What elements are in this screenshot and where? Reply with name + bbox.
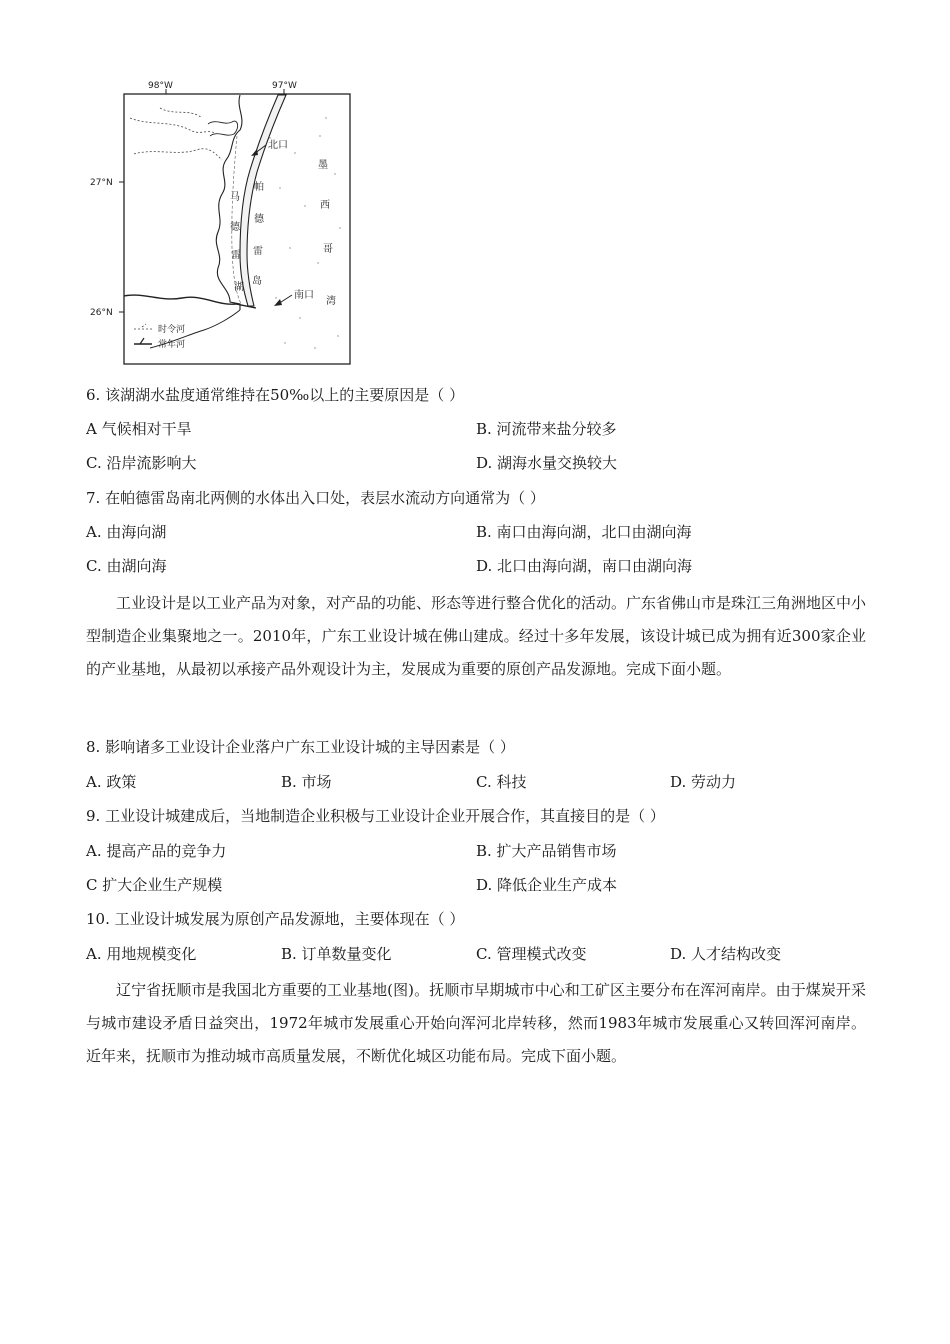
question-9-option-d: D. 降低企业生产成本: [476, 876, 618, 894]
legend-intermittent-label: 时令河: [158, 325, 186, 335]
passage-fushun: 辽宁省抚顺市是我国北方重要的工业基地(图)。抚顺市早期城市中心和工矿区主要分布在浑河南岸。由于煤炭开采与城市建设矛盾日益突出，1972年城市发展重心开始向浑河北岸转移，然而1983年城市发展重心又转回浑河南岸。近年来，抚顺市为推动城市高质量发展，不断优化城区功能布局。完成下面小题。: [86, 981, 866, 1065]
padre-island: [240, 95, 286, 306]
island-label-char-1: 帕: [254, 182, 264, 193]
south-inlet-label: 南口: [294, 290, 314, 301]
question-10-option-a: A. 用地规模变化: [86, 945, 197, 963]
gulf-label-char-4: 湾: [326, 296, 336, 307]
lon-label-98w: 98°W: [148, 81, 173, 91]
lagoon-label-char-1: 马: [230, 192, 240, 203]
map-legend: [134, 323, 185, 350]
gulf-label-char-1: 墨: [318, 160, 328, 171]
passage-industrial-design: 工业设计是以工业产品为对象，对产品的功能、形态等进行整合优化的活动。广东省佛山市是珠江三角洲地区中小型制造企业集聚地之一。2010年，广东工业设计城在佛山建成。经过十多年发展，该设计城已成为拥有近300家企业的产业基地，从最初以承接产品外观设计为主，发展成为重要的原创产品发源地。完成下面小题。: [86, 594, 867, 678]
intermittent-river: [130, 118, 216, 134]
question-7-option-b: B. 南口由海向湖，北口由湖向海: [476, 523, 692, 541]
question-9-option-c: C 扩大企业生产规模: [86, 876, 223, 894]
island-label-char-3: 雷: [253, 246, 263, 257]
question-6-stem: 6. 该湖湖水盐度通常维持在50‰以上的主要原因是（ ）: [86, 386, 465, 404]
island-label-char-4: 岛: [252, 276, 262, 287]
gulf-label-char-2: 西: [320, 200, 330, 211]
lagoon-label-char-2: 德: [230, 222, 240, 233]
question-6-option-b: B. 河流带来盐分较多: [476, 420, 617, 438]
lagoon-map: [90, 78, 360, 368]
perennial-river: [124, 295, 256, 308]
lat-label-26n: 26°N: [90, 308, 113, 318]
question-10-option-b: B. 订单数量变化: [281, 945, 392, 963]
question-8-option-a: A. 政策: [86, 773, 137, 791]
question-10-option-c: C. 管理模式改变: [476, 945, 587, 963]
lagoon-label-char-3: 雷: [231, 250, 241, 261]
question-9-stem: 9. 工业设计城建成后，当地制造企业积极与工业设计企业开展合作，其直接目的是（ ）: [86, 807, 665, 825]
question-7-option-a: A. 由海向湖: [86, 523, 167, 541]
legend-perennial-label: 常年河: [158, 340, 186, 350]
question-6-option-d: D. 湖海水量交换较大: [476, 454, 618, 472]
gulf-stipple: [257, 117, 340, 348]
island-label-char-2: 德: [254, 214, 264, 225]
question-9-option-b: B. 扩大产品销售市场: [476, 842, 617, 860]
question-7-option-c: C. 由湖向海: [86, 557, 167, 575]
question-10-stem: 10. 工业设计城发展为原创产品发源地，主要体现在（ ）: [86, 910, 465, 928]
gulf-label-char-3: 哥: [323, 244, 333, 255]
lon-label-97w: 97°W: [272, 81, 297, 91]
lagoon-label-char-4: 湖: [234, 282, 244, 293]
question-8-option-c: C. 科技: [476, 773, 527, 791]
south-inlet-arrow: [274, 295, 292, 306]
north-inlet-label: 北口: [268, 140, 288, 151]
question-8-option-d: D. 劳动力: [670, 773, 737, 791]
question-7-option-d: D. 北口由海向湖，南口由湖向海: [476, 557, 693, 575]
question-8-stem: 8. 影响诸多工业设计企业落户广东工业设计城的主导因素是（ ）: [86, 738, 515, 756]
question-8-option-b: B. 市场: [281, 773, 332, 791]
question-10-option-d: D. 人才结构改变: [670, 945, 782, 963]
lat-label-27n: 27°N: [90, 178, 113, 188]
question-9-option-a: A. 提高产品的竞争力: [86, 842, 227, 860]
question-6-option-a: A 气候相对干旱: [86, 420, 192, 438]
question-6-option-c: C. 沿岸流影响大: [86, 454, 197, 472]
question-7-stem: 7. 在帕德雷岛南北两侧的水体出入口处，表层水流动方向通常为（ ）: [86, 489, 545, 507]
